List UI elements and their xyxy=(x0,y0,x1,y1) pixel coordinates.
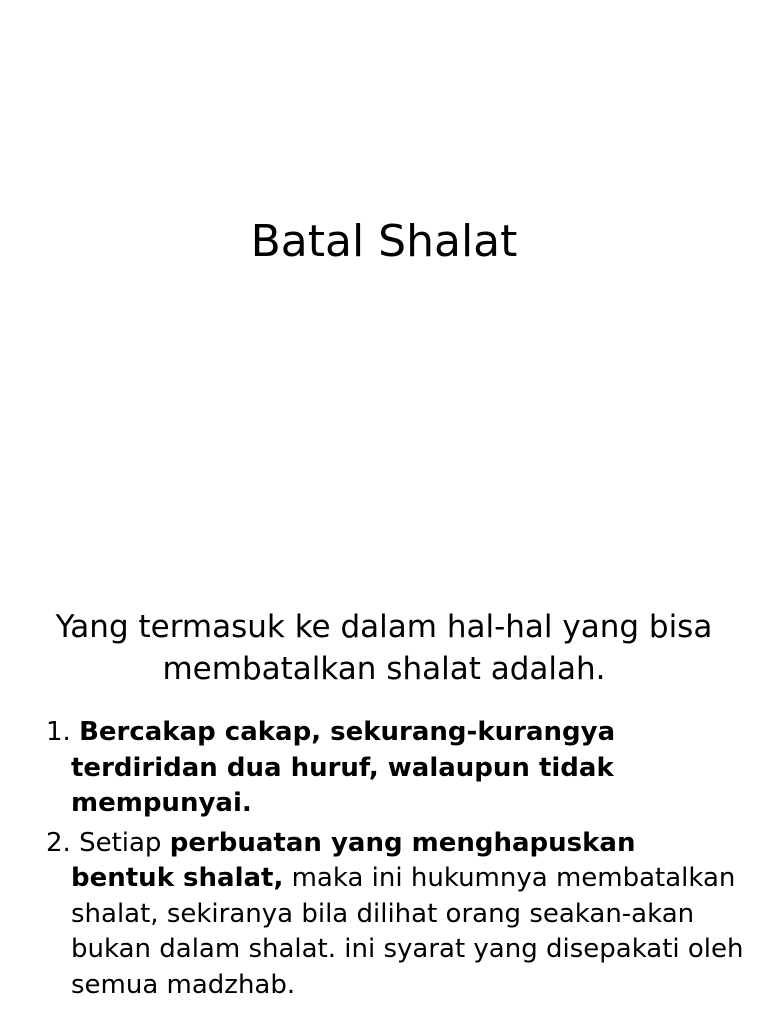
slide-title: Batal Shalat xyxy=(250,216,518,267)
item-number: 2. xyxy=(46,827,80,858)
intro-text: Yang termasuk ke dalam hal-hal yang bisa membatalkan shalat adalah. xyxy=(55,609,713,687)
list-item xyxy=(46,826,746,1004)
item-number: 1. xyxy=(46,717,80,747)
point-list xyxy=(46,715,746,1007)
item-lead-text: Setiap xyxy=(79,827,170,858)
list-item xyxy=(46,715,746,822)
item-bold-text: perbuatan yang menghapuskan bentuk shalat, xyxy=(71,827,636,893)
item-bold-text: Bercakap cakap, sekurang-kurangya terdiridan dua huruf, walaupun tidak mempunyai. xyxy=(71,717,616,818)
item-body-text: maka ini hukumnya membatalkan shalat, sekiranya bila dilihat orang seakan-akan bukan dalam shalat. ini syarat yang disepakati oleh semua madzhab. xyxy=(71,863,744,1000)
